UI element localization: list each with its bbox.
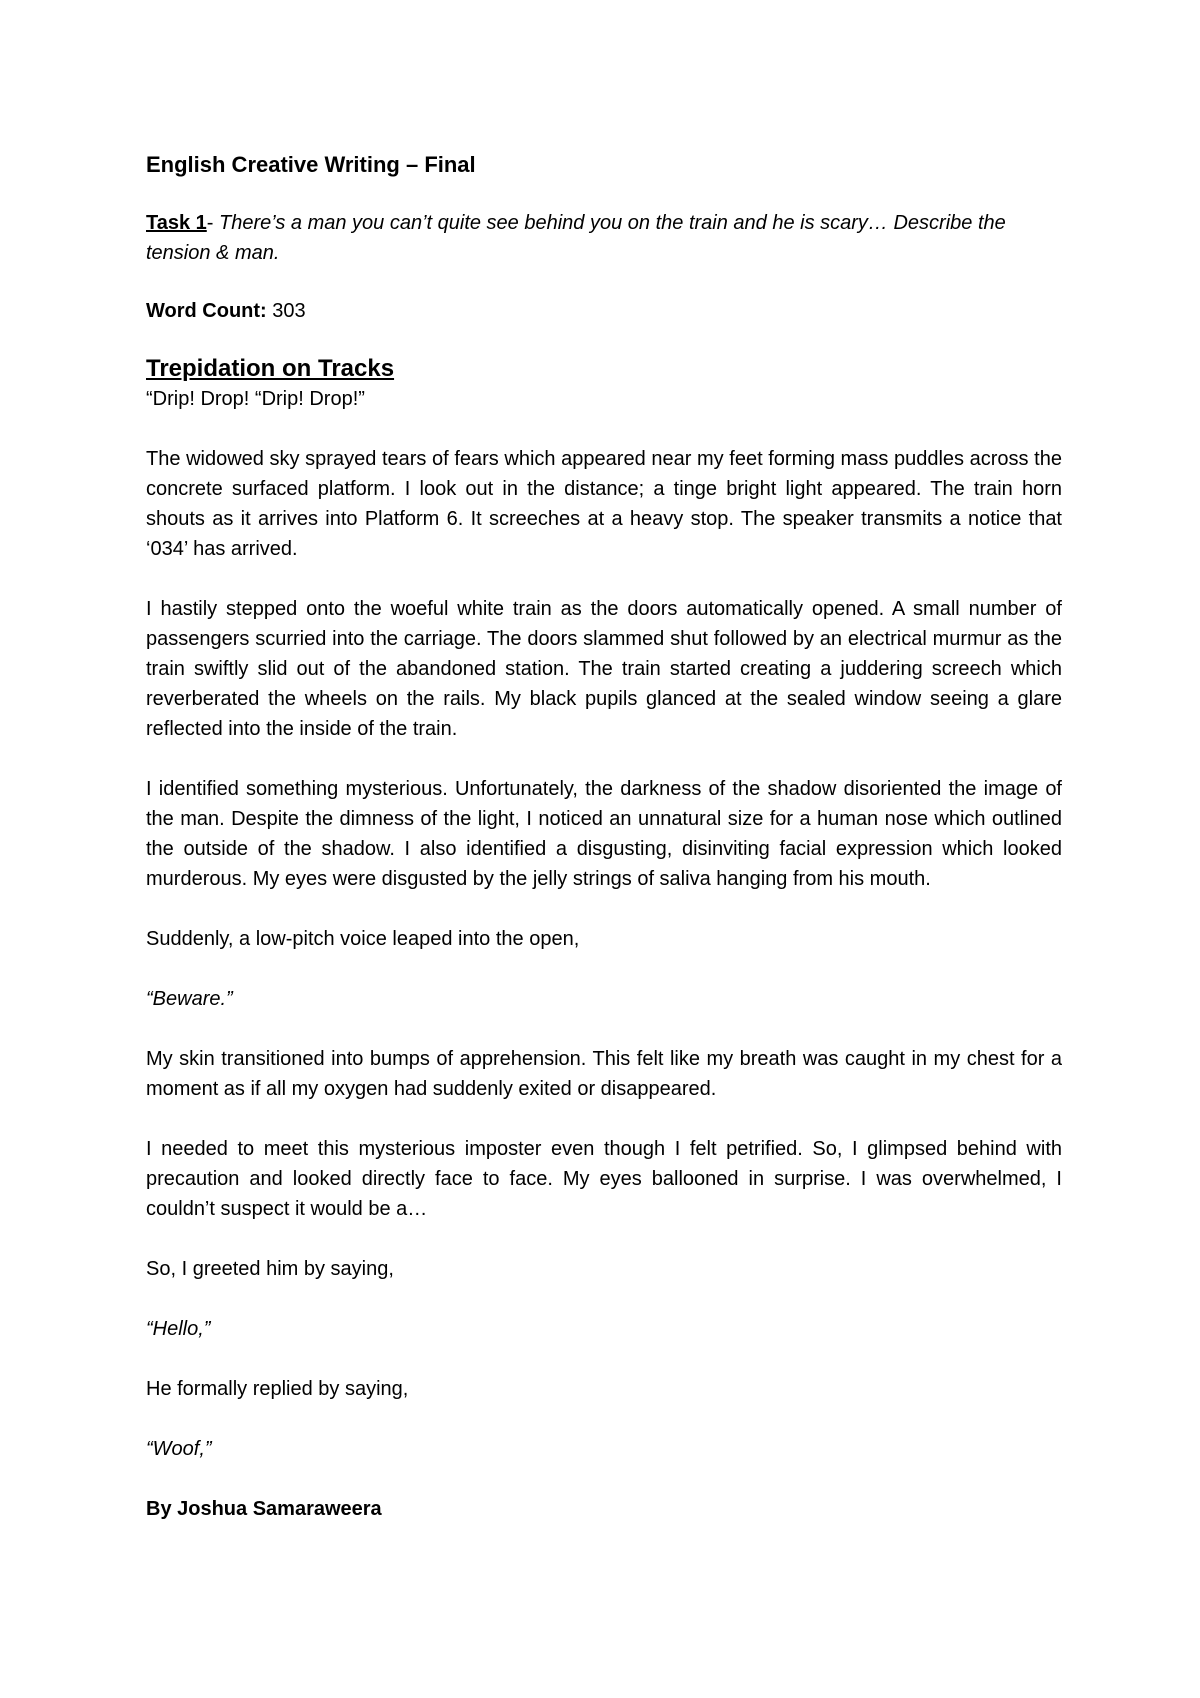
task-label: Task 1: [146, 212, 207, 234]
story-paragraph: I identified something mysterious. Unfortunately, the darkness of the shadow disoriented the image of the man. Despite the dimness of the light, I noticed an unnatural size for a human nose which outlined the outside of the shadow. I also identified a disgusting, disinviting facial expression which looked murderous. My eyes were disgusted by the jelly strings of saliva hanging from his mouth.: [146, 778, 1062, 890]
quote-woof: “Woof,”: [146, 1438, 212, 1460]
story-paragraph-skin: My skin transitioned into bumps of apprehension. This felt like my breath was caught in my chest for a moment as if all my oxygen had suddenly exited or disappeared.: [146, 1048, 1062, 1100]
story-line-greeted: So, I greeted him by saying,: [146, 1258, 394, 1280]
story-paragraph-meet: I needed to meet this mysterious imposter even though I felt petrified. So, I glimpsed behind with precaution and looked directly face to face. My eyes ballooned in surprise. I was overwhelmed, I couldn’t suspect it would be a…: [146, 1138, 1062, 1220]
story-opening-line: “Drip! Drop! “Drip! Drop!”: [146, 388, 365, 410]
word-count-label: Word Count:: [146, 300, 267, 322]
task-text: There’s a man you can’t quite see behind you on the train and he is scary… Describe the tension & man.: [146, 212, 1006, 264]
quote-hello: “Hello,”: [146, 1318, 211, 1340]
story-paragraph: I hastily stepped onto the woeful white train as the doors automatically opened. A small number of passengers scurried into the carriage. The doors slammed shut followed by an electrical murmur as the train swiftly slid out of the abandoned station. The train started creating a juddering screech which reverberated the wheels on the rails. My black pupils glanced at the sealed window seeing a glare reflected into the inside of the train.: [146, 598, 1062, 740]
quote-beware: “Beware.”: [146, 988, 233, 1010]
story-title: Trepidation on Tracks: [146, 355, 395, 382]
task-separator: -: [206, 212, 219, 234]
document-heading: English Creative Writing – Final: [146, 152, 476, 177]
story-line-replied: He formally replied by saying,: [146, 1378, 409, 1400]
story-line-suddenly: Suddenly, a low-pitch voice leaped into the open,: [146, 928, 580, 950]
word-count-value: 303: [272, 300, 306, 322]
story-paragraph: The widowed sky sprayed tears of fears which appeared near my feet forming mass puddles across the concrete surfaced platform. I look out in the distance; a tinge bright light appeared. The train horn shouts as it arrives into Platform 6. It screeches at a heavy stop. The speaker transmits a notice that ‘034’ has arrived.: [146, 448, 1062, 560]
task-prompt: [146, 208, 1062, 268]
author-byline: By Joshua Samaraweera: [146, 1498, 382, 1520]
document-page: [146, 150, 1062, 1524]
word-count: [146, 296, 1062, 326]
